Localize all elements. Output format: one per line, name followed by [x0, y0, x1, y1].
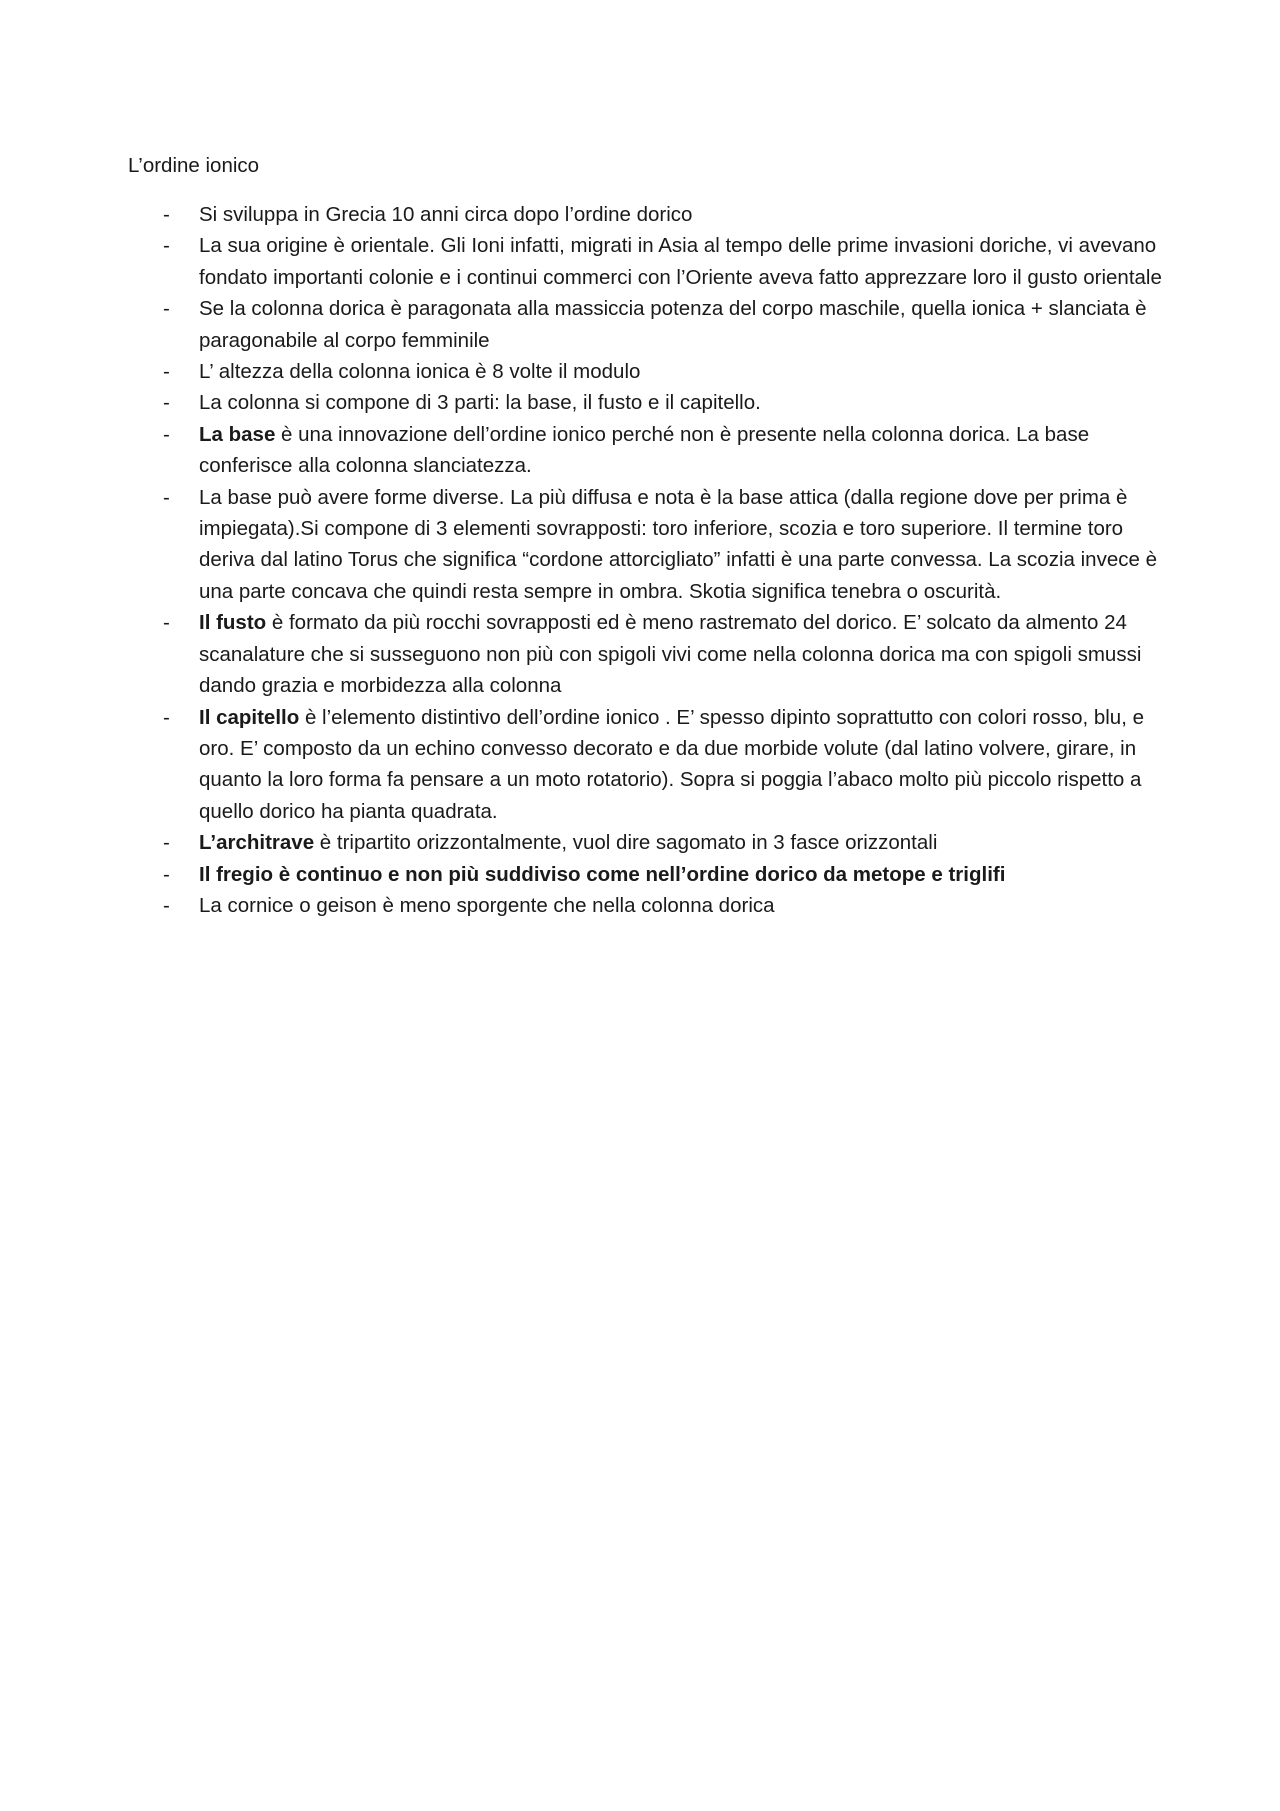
- list-item: [128, 293, 1168, 356]
- list-item: [128, 607, 1168, 701]
- item-text: Se la colonna dorica è paragonata alla massiccia potenza del corpo maschile, quella ionica + slanciata è paragonabile al corpo femminile: [199, 297, 1147, 352]
- item-text: Si sviluppa in Grecia 10 anni circa dopo l’ordine dorico: [199, 203, 693, 226]
- bullet-dash: -: [163, 391, 170, 415]
- bullet-dash: -: [163, 422, 170, 446]
- item-text: La colonna si compone di 3 parti: la base, il fusto e il capitello.: [199, 391, 761, 415]
- bullet-dash: -: [163, 611, 170, 635]
- bullet-dash: -: [163, 831, 170, 855]
- bullet-list: [128, 199, 1168, 921]
- item-text: La cornice o geison è meno sporgente che nella colonna dorica: [199, 893, 775, 917]
- item-bold-term: Il fusto: [199, 611, 267, 635]
- list-item: [128, 859, 1168, 890]
- item-bold-term: Il fregio è continuo e non più suddiviso come nell’ordine dorico da metope e triglifi: [199, 862, 1006, 886]
- item-bold-term: Il capitello: [199, 705, 300, 729]
- item-bold-term: La base: [199, 422, 276, 446]
- list-item: [128, 890, 1168, 921]
- item-text: è tripartito orizzontalmente, vuol dire sagomato in 3 fasce orizzontali: [314, 831, 938, 855]
- document-title: L’ordine ionico: [128, 154, 260, 177]
- list-item: [128, 482, 1168, 608]
- list-item: [128, 387, 1168, 418]
- list-item: [128, 827, 1168, 858]
- item-text: La base può avere forme diverse. La più diffusa e nota è la base attica (dalla regione dove per prima è impiegata).Si compone di 3 elementi sovrapposti: toro inferiore, scozia e toro superiore. Il termine toro deriva dal latino Torus che significa “cordone attorcigliato” infatti è una parte convessa. La scozia invece è una parte concava che quindi resta sempre in ombra. Skotia significa tenebra o oscurità.: [199, 485, 1157, 603]
- item-text: L’ altezza della colonna ionica è 8 volte il modulo: [199, 360, 641, 384]
- bullet-dash: -: [163, 297, 170, 321]
- list-item: [128, 230, 1168, 293]
- bullet-dash: -: [163, 360, 170, 384]
- item-text: La sua origine è orientale. Gli Ioni infatti, migrati in Asia al tempo delle prime invasioni doriche, vi avevano fondato importanti colonie e i continui commerci con l’Oriente aveva fatto apprezzare loro il gusto orientale: [199, 234, 1162, 289]
- bullet-dash: -: [163, 893, 170, 917]
- item-bold-term: L’architrave: [199, 831, 315, 855]
- list-item: [128, 419, 1168, 482]
- bullet-dash: -: [163, 485, 170, 509]
- bullet-dash: -: [163, 203, 170, 226]
- item-text: è una innovazione dell’ordine ionico perché non è presente nella colonna dorica. La base conferisce alla colonna slanciatezza.: [199, 422, 1090, 478]
- document-body: [128, 150, 1168, 921]
- item-text: è l’elemento distintivo dell’ordine ionico . E’ spesso dipinto soprattutto con colori rosso, blu, e oro. E’ composto da un echino convesso decorato e da due morbide volute (dal latino volvere, girare, in quanto la loro forma fa pensare a un moto rotatorio). Sopra si poggia l’abaco molto più piccolo rispetto a quello dorico ha pianta quadrata.: [199, 705, 1145, 823]
- bullet-dash: -: [163, 705, 170, 729]
- list-item: [128, 356, 1168, 387]
- item-text: è formato da più rocchi sovrapposti ed è meno rastremato del dorico. E’ solcato da almento 24 scanalature che si susseguono non più con spigoli vivi come nella colonna dorica ma con spigoli smussi dando grazia e morbidezza alla colonna: [199, 611, 1142, 698]
- bullet-dash: -: [163, 234, 170, 258]
- list-item: [128, 199, 1168, 230]
- bullet-dash: -: [163, 862, 170, 886]
- list-item: [128, 702, 1168, 828]
